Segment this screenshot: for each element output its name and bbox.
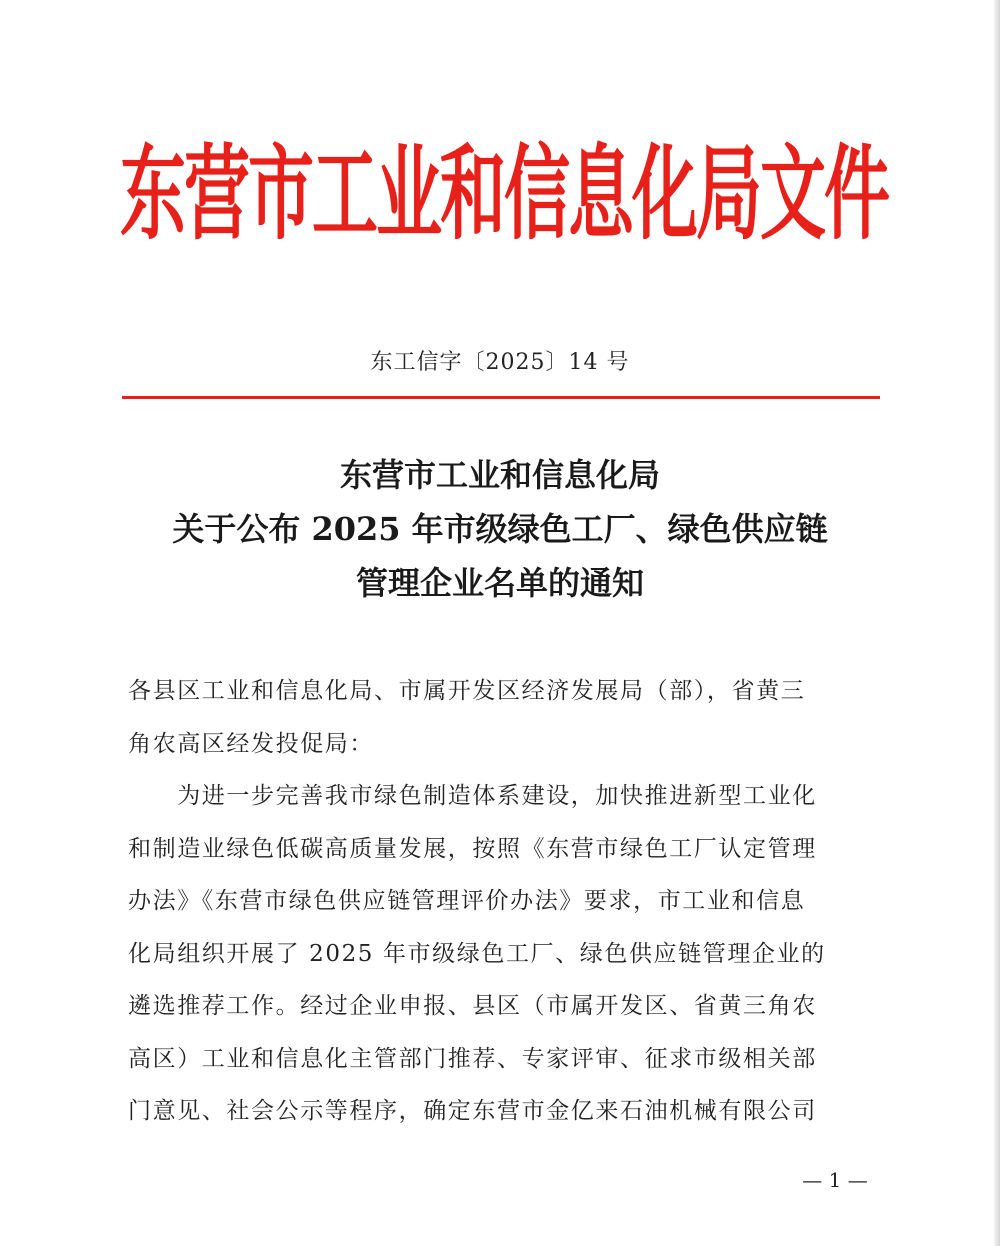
notice-title-line-2: 关于公布 2025 年市级绿色工厂、绿色供应链	[172, 510, 828, 548]
notice-title-line-3: 管理企业名单的通知	[355, 564, 644, 602]
page-edge-shadow	[994, 0, 1000, 1246]
notice-title-line-1: 东营市工业和信息化局	[339, 456, 660, 494]
notice-title	[100, 448, 900, 610]
page-number: — 1 —	[802, 1168, 868, 1192]
body-line-4: 和制造业绿色低碳高质量发展，按照《东营市绿色工厂认定管理	[128, 836, 817, 862]
body-line-7: 遴选推荐工作。经过企业申报、县区（市属开发区、省黄三角农	[128, 993, 817, 1019]
body-line-9: 门意见、社会公示等程序，确定东营市金亿来石油机械有限公司	[128, 1098, 817, 1124]
document-masthead: 东营市工业和信息化局文件	[120, 134, 888, 254]
body-line-2: 角农高区经发投促局：	[128, 731, 374, 757]
body-line-5: 办法》《东营市绿色供应链管理评价办法》要求，市工业和信息	[128, 888, 806, 914]
document-number: 东工信字〔2025〕14 号	[370, 350, 630, 375]
body-line-6: 化局组织开展了 2025 年市级绿色工厂、绿色供应链管理企业的	[128, 941, 826, 967]
body-line-3: 为进一步完善我市绿色制造体系建设，加快推进新型工业化	[128, 783, 817, 809]
red-separator-line	[122, 396, 880, 399]
body-line-8: 高区）工业和信息化主管部门推荐、专家评审、征求市级相关部	[128, 1046, 817, 1072]
body-line-1: 各县区工业和信息化局、市属开发区经济发展局（部），省黄三	[128, 678, 806, 704]
